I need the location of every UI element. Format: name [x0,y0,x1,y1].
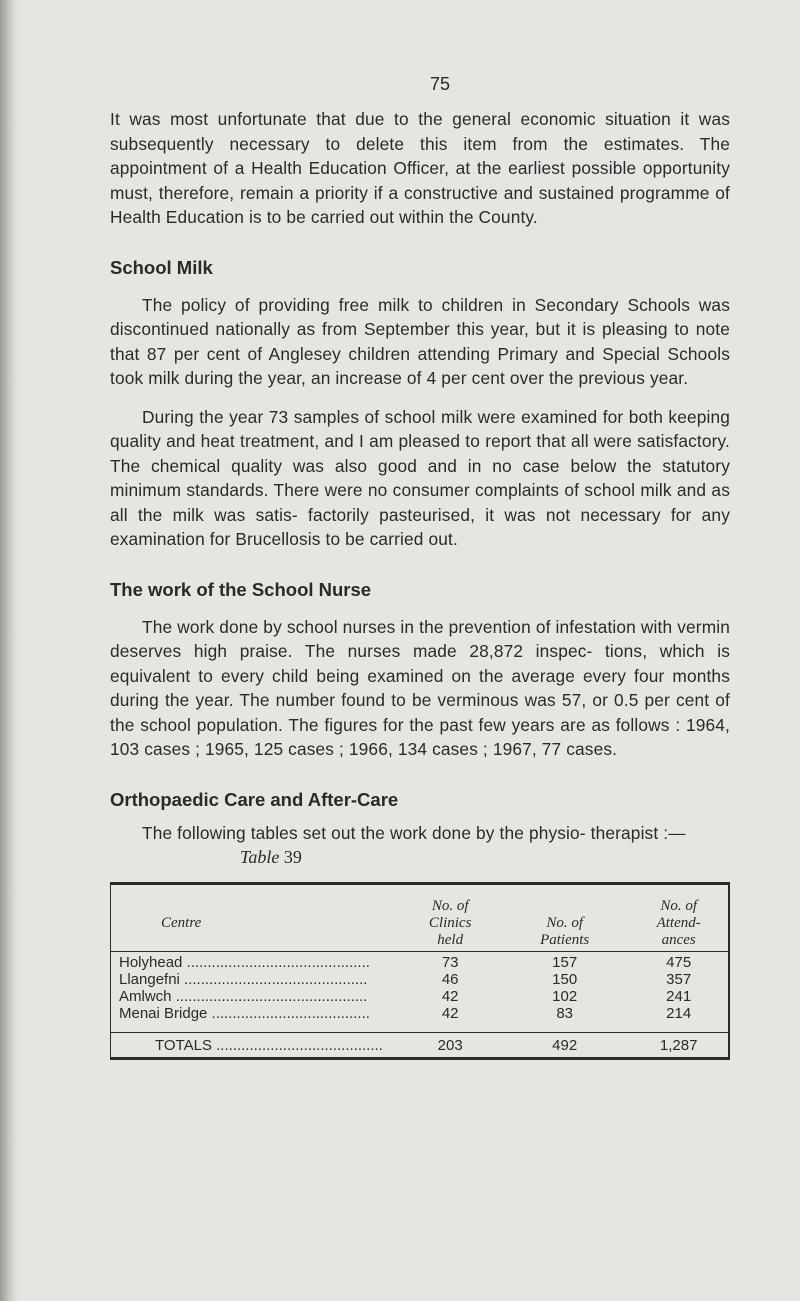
row-patients: 150 [552,971,578,988]
table-row [111,1005,730,1033]
table-header-row [111,884,730,952]
school-milk-heading: School Milk [110,256,213,278]
school-nurse-heading: The work of the School Nurse [110,578,372,600]
row-attendances: 475 [666,954,692,971]
row-centre: Menai Bridge ...................................... [119,1005,370,1022]
table-row [111,971,730,988]
school-nurse-paragraph: The work done by school nurses in the prevention of infestation with vermin deserves high praise. The nurses made 28,872 inspec- tions, which is equivalent to every child being examined on the average every four months during the year. The number found to be verminous was 57, or 0.5 per cent of the school population. The figures for the past few years are as follows : 1964, 103 cases ; 1965, 125 cases ; 1966, 134 cases ; 1967, 77 cases. [110,616,730,759]
orthopaedic-paragraph: The following tables set out the work done by the physio- therapist :— [142,822,686,843]
page-number: 75 [429,74,451,94]
table-caption-number: 39 [283,847,302,867]
table-caption [110,847,730,868]
row-clinics: 42 [441,1005,459,1022]
table-row [111,952,730,972]
totals-attendances: 1,287 [629,1033,729,1059]
school-milk-paragraph-2: During the year 73 samples of school milk were examined for both keeping quality and heat treatment, and I am pleased to report that all were satisfactory. The chemical quality was also good and in no case below the statutory minimum standards. There were no consumer complaints of school milk and as all the milk was satis- factorily pasteurised, it was not necessary for any examination for Brucellosis to be carried out. [110,406,730,549]
header-clinics-held: No. of Clinics held [400,884,500,952]
intro-paragraph: It was most unfortunate that due to the general economic situation it was subsequently necessary to delete this item from the estimates. The appointment of a Health Education Officer, at the earliest possible opportunity must, therefore, remain a priority if a constructive and sustained programme of Health Education is to be carried out within the County. [110,109,730,227]
table-caption-label: Table [240,847,280,867]
row-clinics: 46 [441,971,459,988]
page-content [110,74,730,1060]
row-attendances: 241 [666,988,692,1005]
row-clinics: 73 [441,954,459,971]
row-attendances: 357 [666,971,692,988]
header-patients: No. of Patients [500,884,629,952]
totals-label: TOTALS ........................................ [111,1033,401,1059]
table-row [111,988,730,1005]
row-centre: Holyhead ............................................ [119,954,370,971]
row-centre: Llangefni ............................................ [119,971,368,988]
totals-patients: 492 [500,1033,629,1059]
header-attendances: No. of Attend- ances [629,884,729,952]
physiotherapy-table [110,882,730,1060]
row-patients: 83 [556,1005,573,1022]
page-binding-edge [0,0,18,1301]
orthopaedic-heading: Orthopaedic Care and After-Care [110,788,399,810]
header-centre: Centre [111,884,401,952]
row-clinics: 42 [441,988,459,1005]
school-milk-paragraph-1: The policy of providing free milk to children in Secondary Schools was discontinued nationally as from September this year, but it is pleasing to note that 87 per cent of Anglesey children attending Primary and Special Schools took milk during the year, an increase of 4 per cent over the previous year. [110,294,730,388]
row-attendances: 214 [666,1005,692,1022]
row-centre: Amlwch .............................................. [119,988,368,1005]
row-patients: 157 [552,954,578,971]
totals-row [111,1033,730,1059]
row-patients: 102 [552,988,578,1005]
totals-clinics: 203 [400,1033,500,1059]
